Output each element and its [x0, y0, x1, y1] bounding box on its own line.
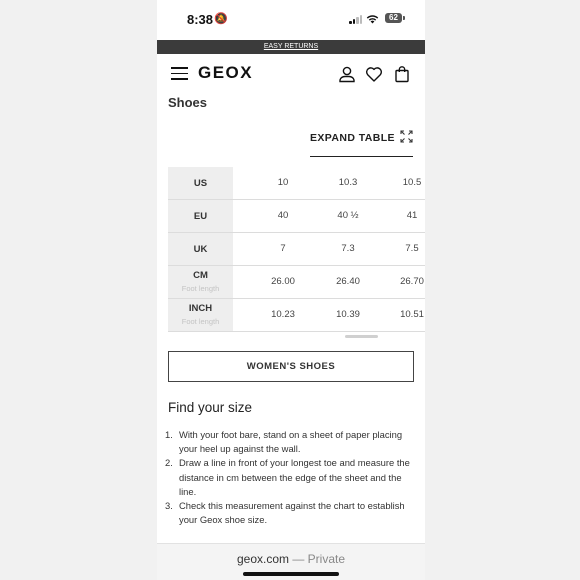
step-number: 1. — [165, 429, 173, 440]
find-your-size-title: Find your size — [168, 400, 253, 415]
row-label-cell — [168, 233, 233, 265]
size-cell: 26.00 — [271, 276, 295, 287]
size-row-us — [168, 167, 425, 200]
step-number: 3. — [165, 500, 173, 512]
row-label-cell — [168, 167, 233, 199]
size-cell: 7 — [280, 243, 286, 254]
status-time: 8:38 — [187, 12, 214, 27]
list-item — [165, 456, 418, 499]
womens-shoes-button[interactable]: WOMEN'S SHOES — [168, 351, 414, 382]
size-cell: 41 — [406, 210, 418, 221]
size-cell: 10.5 — [402, 177, 422, 188]
address-bar[interactable] — [157, 552, 425, 566]
signal-icon — [349, 15, 363, 24]
row-sublabel: Foot length — [181, 317, 220, 326]
size-cell: 10 — [277, 177, 289, 188]
size-cell: 7.3 — [341, 243, 355, 254]
menu-icon[interactable] — [171, 67, 188, 80]
site-header — [157, 56, 425, 92]
step-number: 2. — [165, 457, 173, 469]
row-label: CM — [193, 270, 208, 281]
list-item — [165, 428, 418, 456]
url-domain: geox.com — [236, 552, 289, 566]
size-table — [168, 167, 425, 332]
size-row-cm — [168, 266, 425, 299]
table-scrollbar[interactable] — [345, 335, 378, 338]
heart-icon[interactable] — [365, 65, 383, 83]
browser-bottom-bar — [157, 543, 425, 580]
size-cell: 40 ½ — [337, 210, 359, 221]
row-label-cell — [168, 266, 233, 298]
size-cell: 10.51 — [400, 309, 424, 320]
size-cell: 10.23 — [271, 309, 295, 320]
battery-icon: 62 — [385, 13, 402, 23]
expand-icon — [400, 130, 413, 143]
size-cell: 10.3 — [338, 177, 358, 188]
wifi-icon — [366, 13, 379, 24]
row-label-cell — [168, 200, 233, 232]
step-text: With your foot bare, stand on a sheet of paper placing your heel up against the wall. — [179, 429, 403, 455]
private-mode-label: Private — [307, 552, 346, 566]
bag-icon[interactable] — [393, 65, 411, 83]
size-cell: 40 — [277, 210, 289, 221]
easy-returns-banner[interactable]: EASY RETURNS — [157, 40, 425, 54]
url-separator: — — [289, 552, 308, 566]
size-cell: 7.5 — [405, 243, 419, 254]
expand-table-button[interactable] — [310, 130, 413, 157]
list-item — [165, 499, 418, 527]
row-label: EU — [193, 211, 208, 222]
size-cell: 10.39 — [336, 309, 360, 320]
phone-screen — [157, 0, 425, 580]
status-bar — [157, 0, 425, 40]
row-sublabel: Foot length — [181, 284, 220, 293]
bell-slash-icon: 🔕 — [214, 13, 228, 25]
size-cell: 26.40 — [336, 276, 360, 287]
size-row-uk — [168, 233, 425, 266]
geox-logo[interactable]: GEOX — [198, 63, 254, 82]
row-label: UK — [193, 244, 208, 255]
size-row-eu — [168, 200, 425, 233]
step-text: Draw a line in front of your longest toe and measure the distance in cm between the edge of the sheet and the line. — [179, 457, 410, 497]
row-label: US — [193, 178, 208, 189]
home-indicator[interactable] — [243, 572, 339, 576]
page-title: Shoes — [168, 95, 208, 110]
row-label: INCH — [188, 303, 213, 314]
step-text: Check this measurement against the chart to establish your Geox shoe size. — [179, 500, 405, 526]
account-icon[interactable] — [338, 65, 356, 83]
size-row-inch — [168, 299, 425, 332]
expand-table-label: EXPAND TABLE — [310, 132, 395, 144]
row-label-cell — [168, 299, 233, 331]
size-steps-list — [165, 428, 418, 527]
size-cell: 26.70 — [400, 276, 424, 287]
